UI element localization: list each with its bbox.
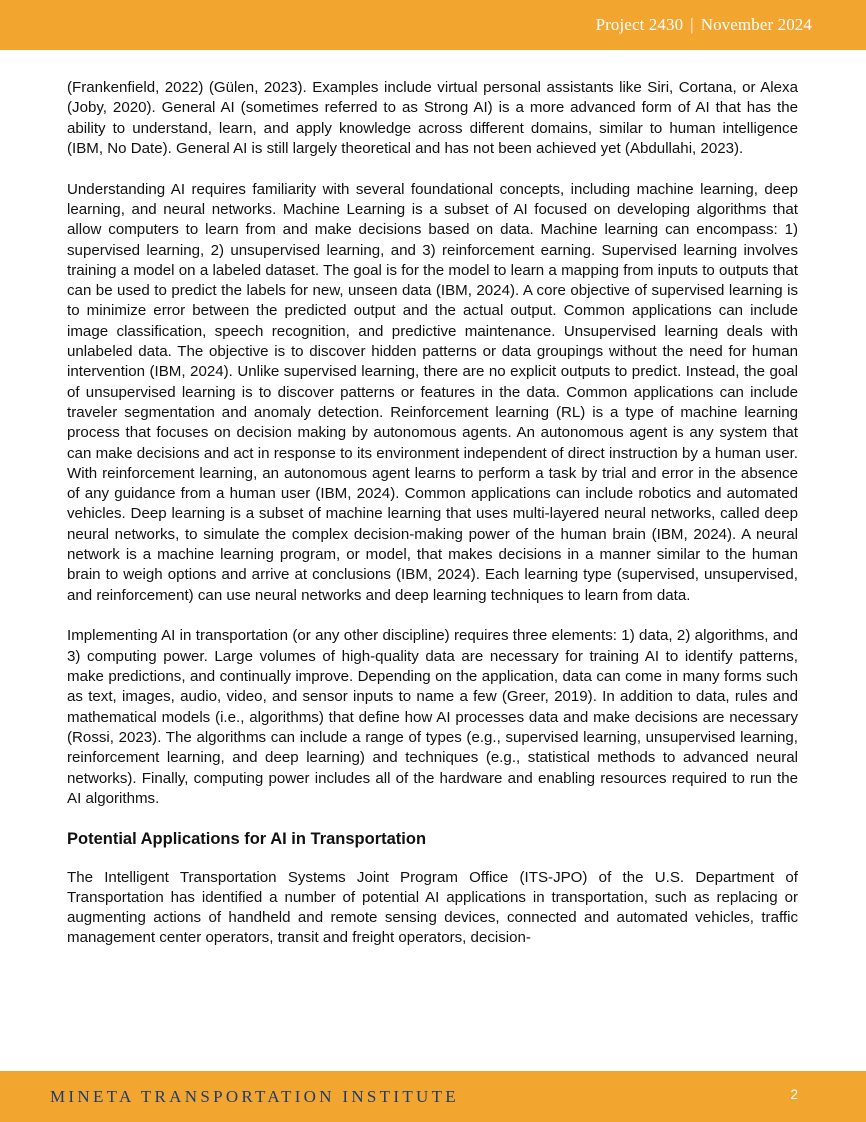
paragraph-implementation-elements: Implementing AI in transportation (or any other discipline) requires three elements: 1) data, 2) algorithms, and 3) computing power. Large volumes of high-quality data are necessary for training AI to identify patterns, make predictions, and continually improve. Depending on the application, data can come in many forms such as text, images, audio, video, and sensor inputs to name a few (Greer, 2019). In addition to data, rules and mathematical models (i.e., algorithms) that define how AI processes data and make decisions are necessary (Rossi, 2023). The algorithms can include a range of types (e.g., supervised learning, unsupervised learning, reinforcement learning, and deep learning) and techniques (e.g., statistical methods to advanced neural networks). Finally, computing power includes all of the hardware and enabling resources required to run the AI algorithms.	[67, 627, 798, 807]
header-text	[596, 15, 812, 35]
header-separator: |	[690, 15, 694, 34]
header-bar	[0, 0, 866, 50]
paragraph-its-jpo: The Intelligent Transportation Systems Joint Program Office (ITS-JPO) of the U.S. Department of Transportation has identified a number of potential AI applications in transportation, such as replacing or augmenting actions of handheld and remote sensing devices, connected and automated vehicles, traffic management center operators, transit and freight operators, decision-	[67, 868, 798, 947]
project-label: Project 2430	[595, 15, 684, 34]
institute-name: MINETA TRANSPORTATION INSTITUTE	[50, 1087, 459, 1106]
report-date: November 2024	[700, 15, 812, 34]
section-heading: Potential Applications for AI in Transportation	[67, 829, 427, 848]
page-number: 2	[790, 1087, 798, 1102]
paragraph-foundational-concepts: Understanding AI requires familiarity with several foundational concepts, including machine learning, deep learning, and neural networks. Machine Learning is a subset of AI focused on developing algorithms that allow computers to learn from and make decisions based on data. Machine learning can encompass: 1) supervised learning, 2) unsupervised learning, and 3) reinforcement earning. Supervised learning involves training a model on a labeled dataset. The goal is for the model to learn a mapping from inputs to outputs that can be used to predict the labels for new, unseen data (IBM, 2024). A core objective of supervised learning is to minimize error between the predicted output and the actual output. Common applications can include image classification, speech recognition, and predictive maintenance. Unsupervised learning deals with unlabeled data. The objective is to discover hidden patterns or data groupings without the need for human intervention (IBM, 2024). Unlike supervised learning, there are no explicit outputs to predict. Instead, the goal of unsupervised learning is to discover patterns or features in the data. Common applications can include traveler segmentation and anomaly detection. Reinforcement learning (RL) is a type of machine learning process that focuses on decision making by autonomous agents. An autonomous agent is any system that can make decisions and act in response to its environment independent of direct instruction by a human user. With reinforcement learning, an autonomous agent learns to perform a task by trial and error in the absence of any guidance from a human user (IBM, 2024). Common applications can include robotics and automated vehicles. Deep learning is a subset of machine learning that uses multi-layered neural networks, called deep neural networks, to simulate the complex decision-making power of the human brain (IBM, 2024). A neural network is a machine learning program, or model, that makes decisions in a manner similar to the human brain to weigh options and arrive at conclusions (IBM, 2024). Each learning type (supervised, unsupervised, and reinforcement) can use neural networks and deep learning techniques to learn from data.	[67, 180, 798, 604]
page-body	[67, 78, 798, 969]
paragraph-ai-types-continued: (Frankenfield, 2022) (Gülen, 2023). Examples include virtual personal assistants like Siri, Cortana, or Alexa (Joby, 2020). General AI (sometimes referred to as Strong AI) is a more advanced form of AI that has the ability to understand, learn, and apply knowledge across different domains, similar to human intelligence (IBM, No Date). General AI is still largely theoretical and has not been achieved yet (Abdullahi, 2023).	[67, 79, 798, 157]
footer-bar	[0, 1071, 866, 1122]
